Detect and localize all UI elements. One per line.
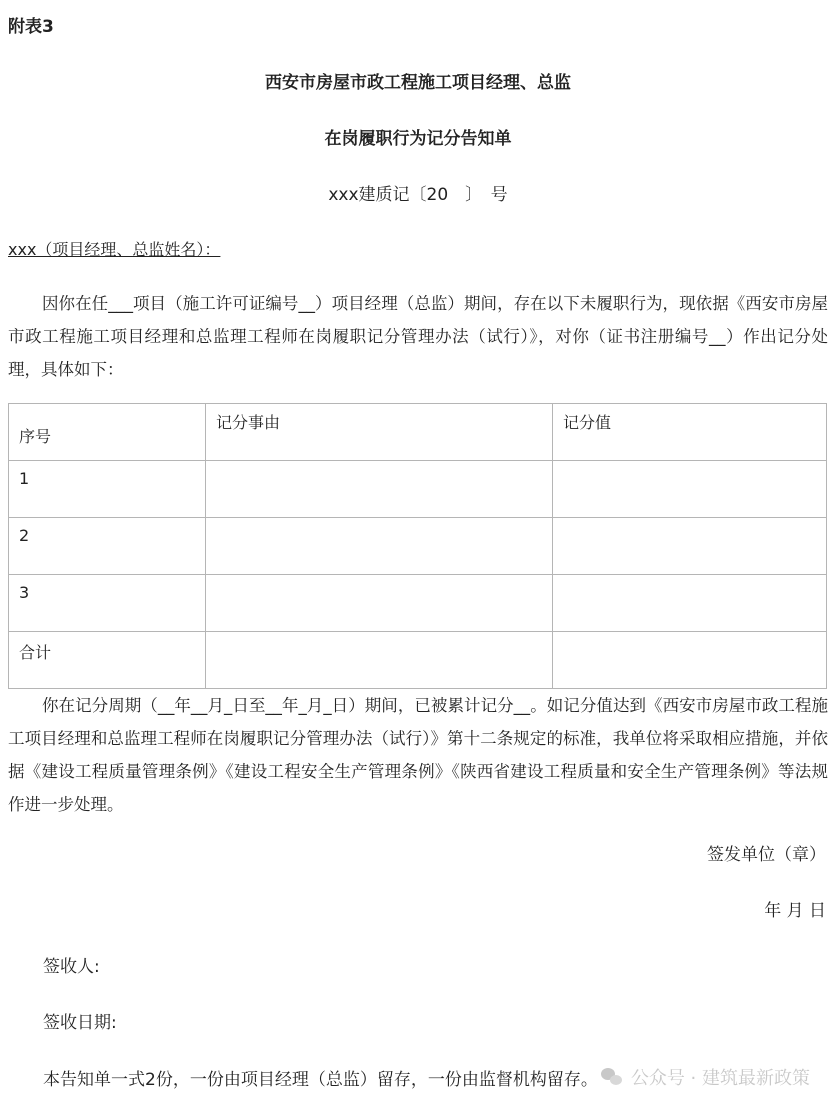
row-reason-cell <box>206 461 553 518</box>
document-title-line1: 西安市房屋市政工程施工项目经理、总监 <box>265 73 571 93</box>
header-cell-no: 序号 <box>9 404 206 461</box>
consequence-paragraph: 你在记分周期（__年__月_日至__年_月_日）期间，已被累计记分__。如记分值达到《西安市房屋市政工程施工项目经理和总监理工程师在岗履职记分管理办法（试行）》第十二条规定的标准，我单位将采取相应措施，并依据《建设工程质量管理条例》《建设工程安全生产管理条例》《陕西省建设工程质量和安全生产管理条例》等法规作进一步处理。 <box>8 696 828 814</box>
score-table <box>8 403 827 689</box>
total-reason-cell <box>206 632 553 689</box>
table-row <box>9 461 827 518</box>
signer-label: 签收人: <box>43 957 100 977</box>
row-no-cell: 3 <box>9 575 206 632</box>
table-row <box>9 575 827 632</box>
row-reason-cell <box>206 518 553 575</box>
addressee: xxx（项目经理、总监姓名）： <box>8 240 221 259</box>
total-score-cell <box>553 632 827 689</box>
row-no-cell: 2 <box>9 518 206 575</box>
attachment-label: 附表3 <box>8 17 54 37</box>
row-score-cell <box>553 575 827 632</box>
issue-date: 年 月 日 <box>764 901 826 921</box>
table-header-row <box>9 404 827 461</box>
watermark-text: 公众号 · 建筑最新政策 <box>630 1068 810 1089</box>
intro-paragraph: 因你在任___项目（施工许可证编号__）项目经理（总监）期间，存在以下未履职行为，现依据《西安市房屋市政工程施工项目经理和总监理工程师在岗履职记分管理办法（试行）》，对你（证书注册编号__）作出记分处理，具体如下： <box>8 294 828 379</box>
row-no-cell: 1 <box>9 461 206 518</box>
header-cell-reason: 记分事由 <box>206 404 553 461</box>
footnote: 本告知单一式2份，一份由项目经理（总监）留存，一份由监督机构留存。 <box>43 1070 598 1090</box>
header-cell-score: 记分值 <box>553 404 827 461</box>
wechat-icon <box>601 1066 623 1088</box>
document-number: xxx建质记〔20 〕 号 <box>328 185 508 205</box>
issuing-unit: 签发单位（章） <box>707 845 826 865</box>
total-label-cell: 合计 <box>9 632 206 689</box>
sign-date-label: 签收日期: <box>43 1013 117 1033</box>
table-row <box>9 518 827 575</box>
document-title-line2: 在岗履职行为记分告知单 <box>324 129 512 149</box>
watermark <box>601 1064 810 1090</box>
row-reason-cell <box>206 575 553 632</box>
row-score-cell <box>553 461 827 518</box>
table-total-row <box>9 632 827 689</box>
row-score-cell <box>553 518 827 575</box>
